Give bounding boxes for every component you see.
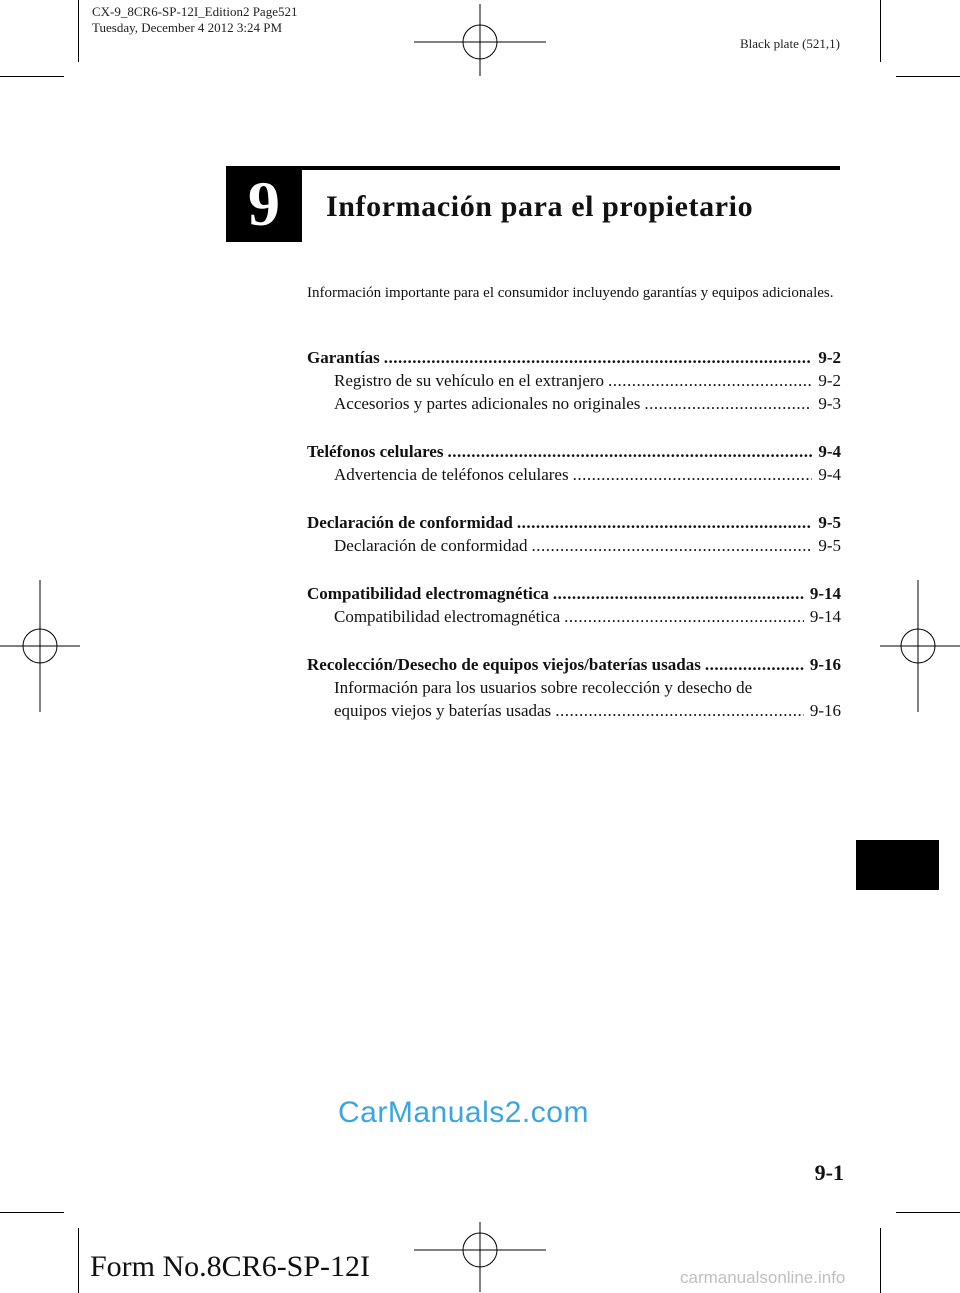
chapter-number-block bbox=[226, 166, 302, 242]
toc-subentry-page: 9-3 bbox=[818, 394, 841, 413]
toc-subentry-page: 9-5 bbox=[818, 536, 841, 555]
toc-entry-page: 9-2 bbox=[818, 348, 841, 367]
toc-subentry[interactable] bbox=[307, 392, 841, 415]
toc-subentry[interactable] bbox=[307, 534, 841, 557]
page-number: 9-1 bbox=[814, 1160, 844, 1185]
toc-entry-title: Garantías bbox=[307, 348, 380, 367]
toc-subentry-title: Declaración de conformidad bbox=[334, 536, 528, 555]
chapter-rule bbox=[302, 166, 840, 170]
registration-mark-left bbox=[0, 580, 80, 712]
toc-subentry-title: Accesorios y partes adicionales no originales bbox=[334, 394, 641, 413]
registration-mark-right bbox=[880, 580, 960, 712]
file-name-line: CX-9_8CR6-SP-12I_Edition2 Page521 bbox=[92, 4, 298, 19]
chapter-thumb-tab bbox=[856, 840, 939, 890]
form-number: Form No.8CR6-SP-12I bbox=[90, 1250, 371, 1283]
toc-entry-page: 9-5 bbox=[818, 513, 841, 532]
toc-entry-title: Declaración de conformidad bbox=[307, 513, 513, 532]
toc-section-recoleccion bbox=[307, 653, 841, 722]
toc-section-declaracion bbox=[307, 511, 841, 557]
file-date-line: Tuesday, December 4 2012 3:24 PM bbox=[92, 20, 283, 35]
toc-subentry-page: 9-14 bbox=[809, 607, 841, 626]
toc-subentry-title: Compatibilidad electromagnética bbox=[334, 607, 561, 626]
toc-subentry[interactable] bbox=[307, 463, 841, 486]
toc-entry[interactable] bbox=[307, 440, 841, 463]
chapter-title: Información para el propietario bbox=[326, 190, 754, 223]
toc-entry-title: Compatibilidad electromagnética bbox=[307, 584, 549, 603]
toc-entry[interactable] bbox=[307, 582, 841, 605]
plate-label: Black plate (521,1) bbox=[740, 36, 840, 51]
toc-subentry[interactable] bbox=[307, 605, 841, 628]
toc-subentry-page: 9-4 bbox=[818, 465, 841, 484]
registration-mark-bottom bbox=[414, 1222, 546, 1292]
registration-mark-top bbox=[414, 4, 546, 76]
table-of-contents bbox=[307, 346, 841, 747]
toc-section-telefonos bbox=[307, 440, 841, 486]
toc-entry[interactable] bbox=[307, 653, 841, 676]
toc-entry-page: 9-4 bbox=[818, 442, 841, 461]
file-header bbox=[92, 4, 297, 36]
toc-entry[interactable] bbox=[307, 511, 841, 534]
toc-subentry-page: 9-16 bbox=[809, 701, 841, 720]
toc-subentry-title: Advertencia de teléfonos celulares bbox=[334, 465, 569, 484]
toc-entry-page: 9-16 bbox=[809, 655, 841, 674]
watermark-carmanuals2: CarManuals2.com bbox=[338, 1096, 589, 1129]
toc-subentry-title-line1: Información para los usuarios sobre recolección y desecho de bbox=[334, 678, 753, 697]
toc-entry[interactable] bbox=[307, 346, 841, 369]
toc-entry-page: 9-14 bbox=[809, 584, 841, 603]
chapter-intro: Información importante para el consumidor incluyendo garantías y equipos adicionales. bbox=[307, 285, 834, 301]
toc-subentry-title: equipos viejos y baterías usadas bbox=[334, 701, 552, 720]
toc-entry-title: Recolección/Desecho de equipos viejos/baterías usadas bbox=[307, 655, 701, 674]
watermark-carmanualsonline: carmanualsonline.info bbox=[680, 1268, 846, 1287]
toc-subentry-title: Registro de su vehículo en el extranjero bbox=[334, 371, 605, 390]
toc-subentry-page: 9-2 bbox=[818, 371, 841, 390]
toc-section-garantias bbox=[307, 346, 841, 415]
toc-subentry[interactable] bbox=[307, 676, 841, 722]
toc-subentry[interactable] bbox=[307, 369, 841, 392]
toc-entry-title: Teléfonos celulares bbox=[307, 442, 444, 461]
chapter-number: 9 bbox=[248, 168, 280, 239]
toc-section-compatibilidad bbox=[307, 582, 841, 628]
